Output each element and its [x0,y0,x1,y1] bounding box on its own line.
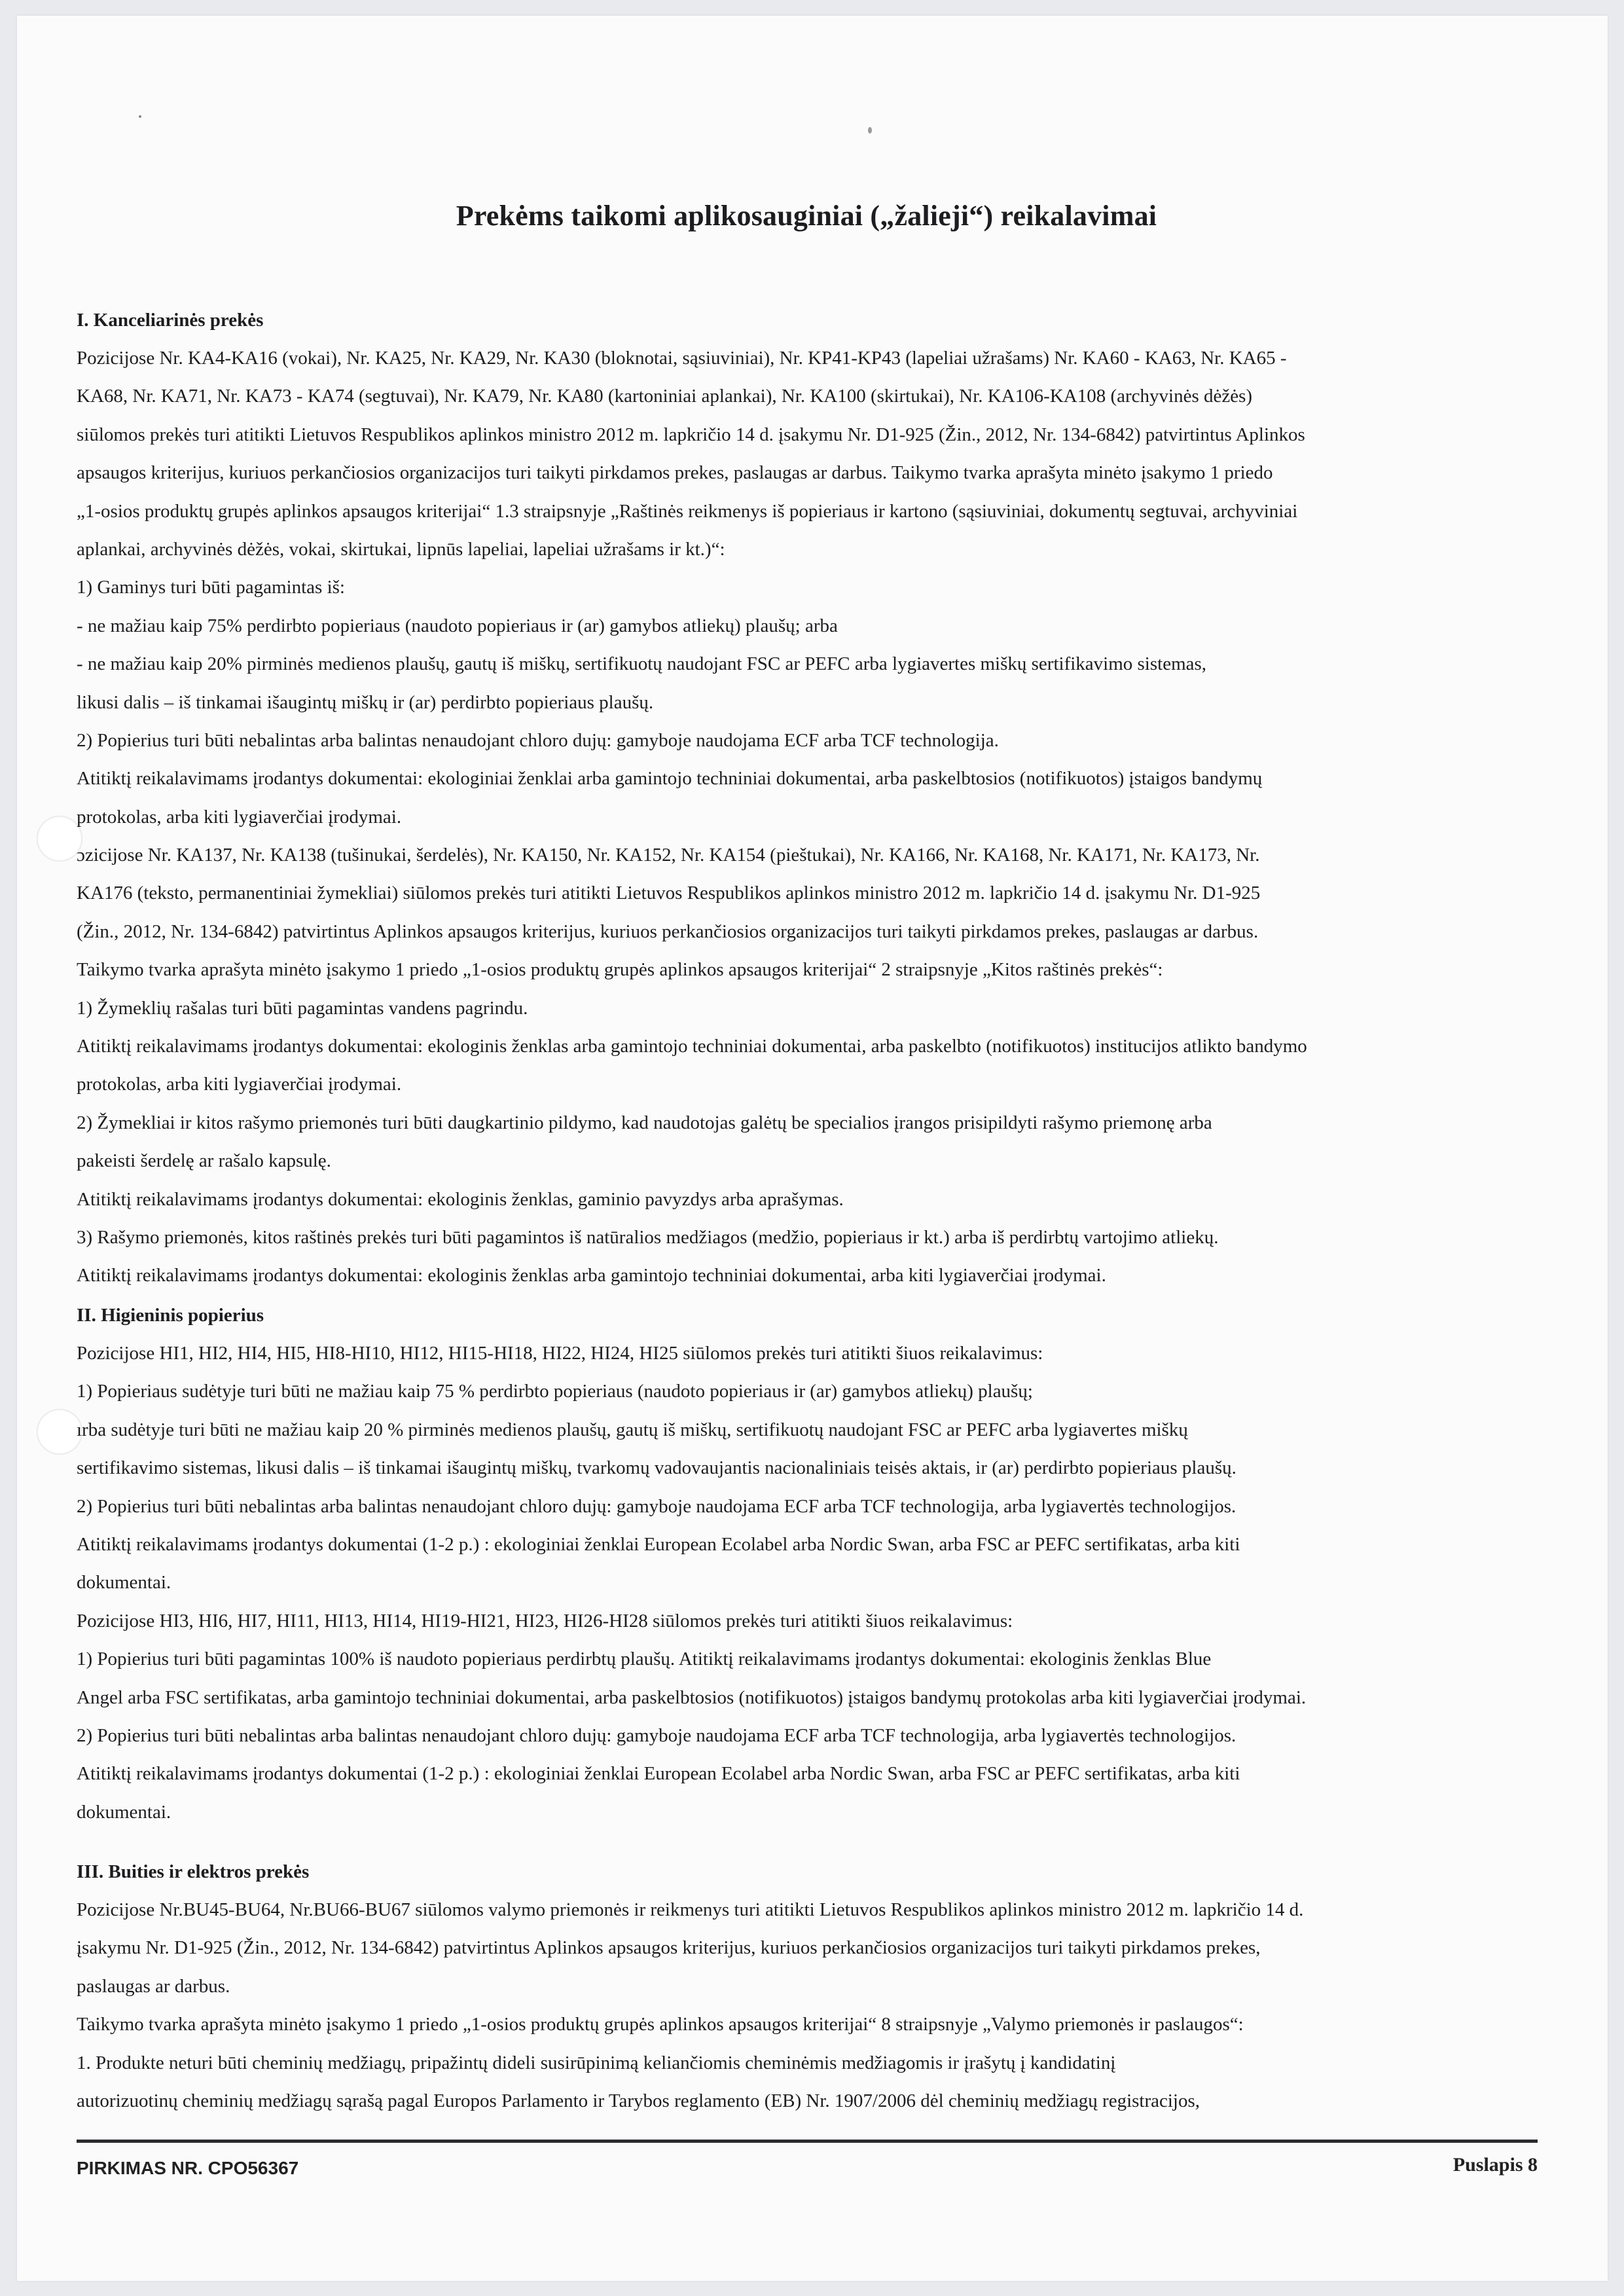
text-line: dokumentai. [77,1801,171,1823]
text-line: 1) Gaminys turi būti pagamintas iš: [77,577,345,598]
text-line: Angel arba FSC sertifikatas, arba gamintojo techniniai dokumentai, arba paskelbtosios (notifikuotos) įstaigos bandymų protokolas arba kiti lygiaverčiai įrodymai. [77,1686,1307,1708]
section-heading: III. Buities ir elektros prekės [77,1861,310,1882]
section-buities-ir-elektros-prekes [77,1853,1536,2120]
text-line: Pozicijose HI3, HI6, HI7, HI11, HI13, HI14, HI19-HI21, HI23, HI26-HI28 siūlomos prekės turi atitikti šiuos reikalavimus: [77,1610,1013,1631]
page-number: Puslapis 8 [1453,2154,1538,2176]
text-line: Atitiktį reikalavimams įrodantys dokumentai: ekologinis ženklas, gaminio pavyzdys arba aprašymas. [77,1188,844,1210]
punch-hole [37,1409,82,1455]
punch-hole [37,816,82,862]
text-line: Pozicijose HI1, HI2, HI4, HI5, HI8-HI10, HI12, HI15-HI18, HI22, HI24, HI25 siūlomos prekės turi atitikti šiuos reikalavimus: [77,1343,1043,1364]
text-line: paslaugas ar darbus. [77,1975,230,1997]
text-line: ırba sudėtyje turi būti ne mažiau kaip 20 % pirminės medienos plaušų, gautų iš miškų, sertifikuotų naudojant FSC ar PEFC arba lygiavertes miškų [77,1419,1188,1440]
text-line: 1) Popierius turi būti pagamintas 100% iš naudoto popieriaus perdirbtų plaušų. Atitiktį reikalavimams įrodantys dokumentai: ekologinis ženklas Blue [77,1649,1212,1670]
text-line: - ne mažiau kaip 75% perdirbto popieriaus (naudoto popieriaus ir (ar) gamybos atliekų) plaušų; arba [77,615,838,636]
text-line: protokolas, arba kiti lygiaverčiai įrodymai. [77,1074,402,1095]
text-line: 2) Popierius turi būti nebalintas arba balintas nenaudojant chloro dujų: gamyboje naudojama ECF arba TCF technologija, arba lygiavertės technologijos. [77,1724,1236,1746]
text-line: likusi dalis – iš tinkamai išaugintų miškų ir (ar) perdirbto popieriaus plaušų. [77,691,654,713]
text-line: Taikymo tvarka aprašyta minėto įsakymo 1 priedo „1-osios produktų grupės aplinkos apsaugos kriterijai“ 2 straipsnyje „Kitos raštinės prekės“: [77,959,1163,981]
text-line: 2) Popierius turi būti nebalintas arba balintas nenaudojant chloro dujų: gamyboje naudojama ECF arba TCF technologija, arba lygiavertės technologijos. [77,1495,1236,1517]
text-line: 1) Žymeklių rašalas turi būti pagamintas vandens pagrindu. [77,997,528,1019]
section-kanceliarines-prekes [77,301,1536,1295]
text-line: KA176 (teksto, permanentiniai žymekliai) siūlomos prekės turi atitikti Lietuvos Respublikos aplinkos ministro 2012 m. lapkričio 14 d. įsakymu Nr. D1-925 [77,883,1261,904]
section-body [77,339,1536,1295]
text-line: autorizuotinų cheminių medžiagų sąrašą pagal Europos Parlamento ir Tarybos reglamento (EB) Nr. 1907/2006 dėl cheminių medžiagų registracijos, [77,2090,1200,2111]
text-line: 1. Produkte neturi būti cheminių medžiagų, pripažintų dideli susirūpinimą keliančiomis cheminėmis medžiagomis ir įrašytų į kandidatinį [77,2052,1116,2073]
scan-speck [868,127,872,134]
text-line: sertifikavimo sistemas, likusi dalis – iš tinkamai išaugintų miškų, tvarkomų vadovaujantis nacionaliniais teisės aktais, ir (ar) perdirbto popieriaus plaušų. [77,1457,1236,1479]
text-line: Atitiktį reikalavimams įrodantys dokumentai: ekologinis ženklas arba gamintojo techniniai dokumentai, arba paskelbto (notifikuotos) institucijos atlikto bandymo [77,1036,1307,1057]
footer-divider [77,2140,1538,2143]
text-line: - ne mažiau kaip 20% pirminės medienos plaušų, gautų iš miškų, sertifikuotų naudojant FSC ar PEFC arba lygiavertes miškų sertifikavimo sistemas, [77,653,1207,675]
text-line: ɔzicijose Nr. KA137, Nr. KA138 (tušinukai, šerdelės), Nr. KA150, Nr. KA152, Nr. KA154 (pieštukai), Nr. KA166, Nr. KA168, Nr. KA171, Nr. KA173, Nr. [77,845,1260,866]
text-line: KA68, Nr. KA71, Nr. KA73 - KA74 (segtuvai), Nr. KA79, Nr. KA80 (kartoniniai aplankai), Nr. KA100 (skirtukai), Nr. KA106-KA108 (archyvinės dėžės) [77,386,1253,407]
text-line: protokolas, arba kiti lygiaverčiai įrodymai. [77,806,402,828]
text-line: siūlomos prekės turi atitikti Lietuvos Respublikos aplinkos ministro 2012 m. lapkričio 14 d. įsakymu Nr. D1-925 (Žin., 2012, Nr. 134-6842) patvirtintus Aplinkos [77,424,1305,445]
text-line: „1-osios produktų grupės aplinkos apsaugos kriterijai“ 1.3 straipsnyje „Raštinės reikmenys iš popieriaus ir kartono (sąsiuviniai, dokumentų segtuvai, archyviniai [77,500,1298,522]
text-line: Atitiktį reikalavimams įrodantys dokumentai (1-2 p.) : ekologiniai ženklai European Ecolabel arba Nordic Swan, arba FSC ar PEFC sertifikatas, arba kiti [77,1763,1240,1785]
text-line: Pozicijose Nr.BU45-BU64, Nr.BU66-BU67 siūlomos valymo priemonės ir reikmenys turi atitikti Lietuvos Respublikos aplinkos ministro 2012 m. lapkričio 14 d. [77,1899,1304,1920]
section-heading: I. Kanceliarinės prekės [77,310,264,331]
text-line: Atitiktį reikalavimams įrodantys dokumentai: ekologiniai ženklai arba gamintojo techniniai dokumentai, arba paskelbtosios (notifikuotos) įstaigos bandymų [77,768,1263,790]
text-line: apsaugos kriterijus, kuriuos perkančiosios organizacijos turi taikyti pirkdamos prekes, paslaugas ar darbus. Taikymo tvarka aprašyta minėto įsakymo 1 priedo [77,462,1273,484]
text-line: pakeisti šerdelę ar rašalo kapsulę. [77,1150,331,1172]
text-line: 3) Rašymo priemonės, kitos raštinės prekės turi būti pagamintos iš natūralios medžiagos (medžio, popieriaus ir kt.) arba iš perdirbtų vartojimo atliekų. [77,1226,1219,1248]
text-line: Taikymo tvarka aprašyta minėto įsakymo 1 priedo „1-osios produktų grupės aplinkos apsaugos kriterijai“ 8 straipsnyje „Valymo priemonės ir paslaugos“: [77,2014,1244,2035]
page-title: Prekėms taikomi aplikosauginiai („žalieji“) reikalavimai [456,200,1157,232]
text-line: Atitiktį reikalavimams įrodantys dokumentai: ekologinis ženklas arba gamintojo techniniai dokumentai, arba kiti lygiaverčiai įrodymai. [77,1265,1106,1286]
text-line: įsakymu Nr. D1-925 (Žin., 2012, Nr. 134-6842) patvirtintus Aplinkos apsaugos kriterijus, kuriuos perkančiosios organizacijos turi taikyti pirkdamos prekes, [77,1937,1261,1959]
text-line: 1) Popieriaus sudėtyje turi būti ne mažiau kaip 75 % perdirbto popieriaus (naudoto popieriaus ir (ar) gamybos atliekų) plaušų; [77,1381,1033,1402]
scan-speck [139,115,141,118]
section-body [77,1334,1536,1831]
text-line: aplankai, archyvinės dėžės, vokai, skirtukai, lipnūs lapeliai, lapeliai užrašams ir kt.)“: [77,538,725,560]
text-line: dokumentai. [77,1572,171,1594]
section-higieninis-popierius [77,1296,1536,1831]
text-line: 2) Popierius turi būti nebalintas arba balintas nenaudojant chloro dujų: gamyboje naudojama ECF arba TCF technologija. [77,729,999,751]
procurement-number: PIRKIMAS NR. CPO56367 [77,2158,299,2178]
text-line: 2) Žymekliai ir kitos rašymo priemonės turi būti daugkartinio pildymo, kad naudotojas galėtų be specialios įrangos prisipildyti rašymo priemonę arba [77,1112,1212,1133]
section-body [77,1891,1536,2120]
text-line: (Žin., 2012, Nr. 134-6842) patvirtintus Aplinkos apsaugos kriterijus, kuriuos perkančiosios organizacijos turi taikyti pirkdamos prekes, paslaugas ar darbus. [77,920,1259,942]
text-line: Atitiktį reikalavimams įrodantys dokumentai (1-2 p.) : ekologiniai ženklai European Ecolabel arba Nordic Swan, arba FSC ar PEFC sertifikatas, arba kiti [77,1533,1240,1555]
section-heading: II. Higieninis popierius [77,1305,264,1326]
text-line: Pozicijose Nr. KA4-KA16 (vokai), Nr. KA25, Nr. KA29, Nr. KA30 (bloknotai, sąsiuviniai), Nr. KP41-KP43 (lapeliai užrašams) Nr. KA60 - KA63, Nr. KA65 - [77,348,1287,369]
